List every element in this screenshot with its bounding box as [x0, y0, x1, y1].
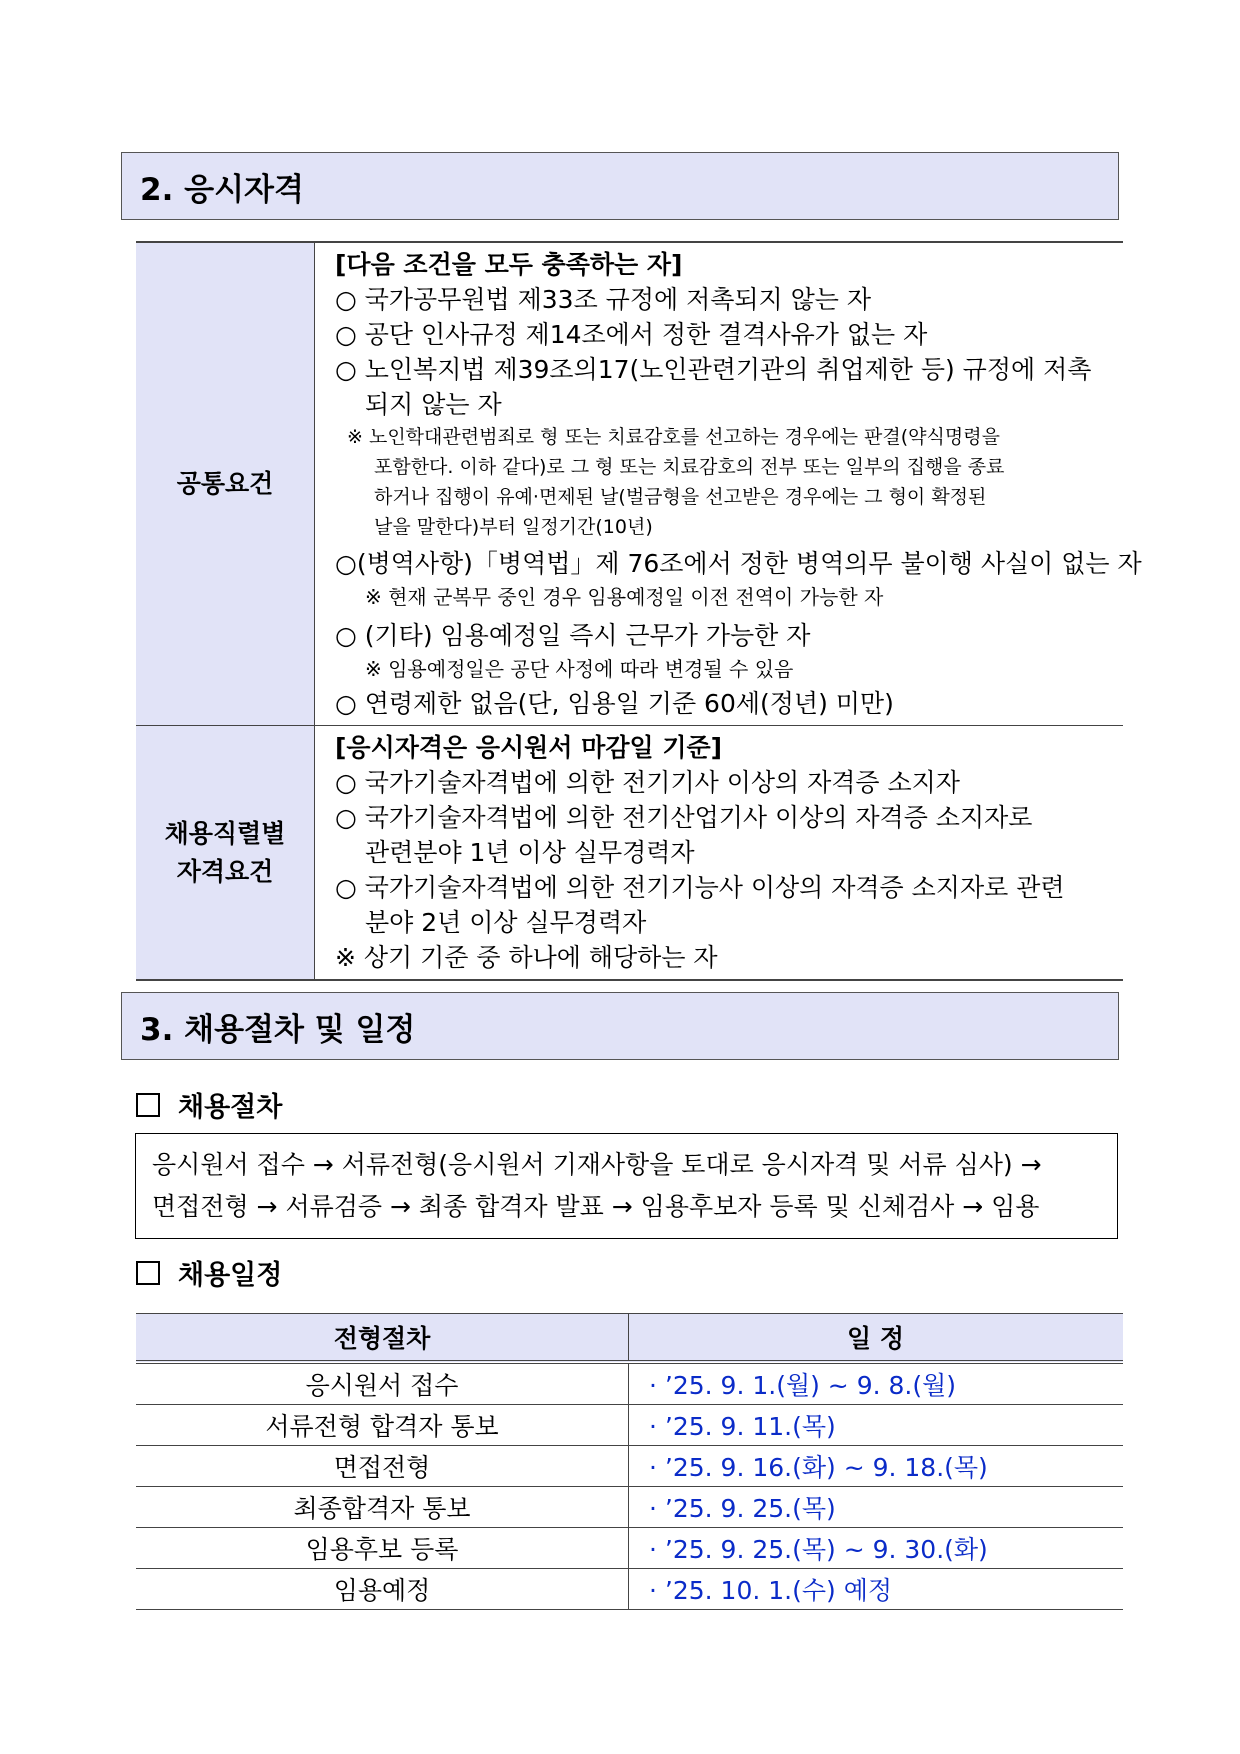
date-cell: · ’25. 9. 16.(화) ~ 9. 18.(목) [629, 1446, 1124, 1487]
job-note: ※ 상기 기준 중 하나에 해당하는 자 [335, 943, 718, 972]
job-item-continued: 분야 2년 이상 실무경력자 [365, 908, 647, 937]
qual-row-job [136, 726, 1123, 981]
job-heading: [응시자격은 응시원서 마감일 기준] [335, 733, 723, 762]
table-row [136, 1446, 1123, 1487]
age-item: ○ 연령제한 없음(단, 임용일 기준 60세(정년) 미만) [335, 689, 894, 718]
job-item: ○ 국가기술자격법에 의한 전기산업기사 이상의 자격증 소지자로 [335, 803, 1033, 832]
header-date: 일 정 [629, 1314, 1124, 1363]
military-item: ○(병역사항)「병역법」제 76조에서 정한 병역의무 불이행 사실이 없는 자 [335, 549, 1142, 578]
job-requirements [315, 726, 1124, 981]
subsection-schedule: 채용일정 [136, 1253, 282, 1292]
section-title: 3. 채용절차 및 일정 [140, 1011, 416, 1048]
qual-row-common [136, 242, 1123, 726]
date-cell: · ’25. 9. 25.(목) ~ 9. 30.(화) [629, 1528, 1124, 1569]
other-item: ○ (기타) 임용예정일 즉시 근무가 가능한 자 [335, 621, 811, 650]
step-cell: 임용후보 등록 [136, 1528, 629, 1569]
date-cell: · ’25. 9. 25.(목) [629, 1487, 1124, 1528]
section-header-qualifications [121, 152, 1119, 220]
table-row [136, 1487, 1123, 1528]
table-row [136, 1569, 1123, 1610]
job-item-continued: 관련분야 1년 이상 실무경력자 [365, 838, 695, 867]
common-item: ○ 노인복지법 제39조의17(노인관련기관의 취업제한 등) 규정에 저촉 [335, 355, 1092, 384]
date-cell: · ’25. 9. 11.(목) [629, 1405, 1124, 1446]
military-note: ※ 현재 군복무 중인 경우 임용예정일 이전 전역이 가능한 자 [365, 585, 884, 609]
row-label-common: 공통요건 [136, 242, 315, 726]
common-requirements [315, 242, 1142, 726]
step-cell: 서류전형 합격자 통보 [136, 1405, 629, 1446]
checkbox-square-icon [136, 1093, 160, 1117]
step-cell: 임용예정 [136, 1569, 629, 1610]
schedule-header-row [136, 1314, 1123, 1363]
section-title: 2. 응시자격 [140, 171, 304, 208]
common-item-continued: 되지 않는 자 [365, 390, 502, 419]
date-cell: · ’25. 9. 1.(월) ~ 9. 8.(월) [629, 1362, 1124, 1405]
subsection-procedure: 채용절차 [136, 1085, 282, 1124]
procedure-line: 응시원서 접수 → 서류전형(응시원서 기재사항을 토대로 응시자격 및 서류 심사) → [152, 1150, 1042, 1179]
common-item: ○ 국가공무원법 제33조 규정에 저촉되지 않는 자 [335, 285, 872, 314]
step-cell: 면접전형 [136, 1446, 629, 1487]
header-step: 전형절차 [136, 1314, 629, 1363]
table-row [136, 1362, 1123, 1405]
table-row [136, 1528, 1123, 1569]
row-label-job: 채용직렬별 자격요건 [136, 726, 315, 981]
qualifications-table [136, 241, 1142, 981]
table-row [136, 1405, 1123, 1446]
job-item: ○ 국가기술자격법에 의한 전기기능사 이상의 자격증 소지자로 관련 [335, 873, 1065, 902]
job-item: ○ 국가기술자격법에 의한 전기기사 이상의 자격증 소지자 [335, 768, 960, 797]
other-note: ※ 임용예정일은 공단 사정에 따라 변경될 수 있음 [365, 657, 794, 681]
date-cell: · ’25. 10. 1.(수) 예정 [629, 1569, 1124, 1610]
step-cell: 최종합격자 통보 [136, 1487, 629, 1528]
step-cell: 응시원서 접수 [136, 1362, 629, 1405]
schedule-table [136, 1313, 1123, 1610]
procedure-box [135, 1133, 1118, 1239]
common-item: ○ 공단 인사규정 제14조에서 정한 결격사유가 없는 자 [335, 320, 928, 349]
procedure-line: 면접전형 → 서류검증 → 최종 합격자 발표 → 임용후보자 등록 및 신체검사 → 임용 [152, 1192, 1040, 1221]
checkbox-square-icon [136, 1261, 160, 1285]
elder-abuse-note: ※ 노인학대관련범죄로 형 또는 치료감호를 선고하는 경우에는 판결(약식명령을 포함한다. 이하 같다)로 그 형 또는 치료감호의 전부 또는 일부의 집행을 종료 하거나 집행이 유예·면제된 날(벌금형을 선고받은 경우에는 그 형이 확정된 날을 말한다)부터 일정기간(10년) [347, 426, 1005, 538]
section-header-procedure [121, 992, 1119, 1060]
common-heading: [다음 조건을 모두 충족하는 자] [335, 250, 683, 279]
